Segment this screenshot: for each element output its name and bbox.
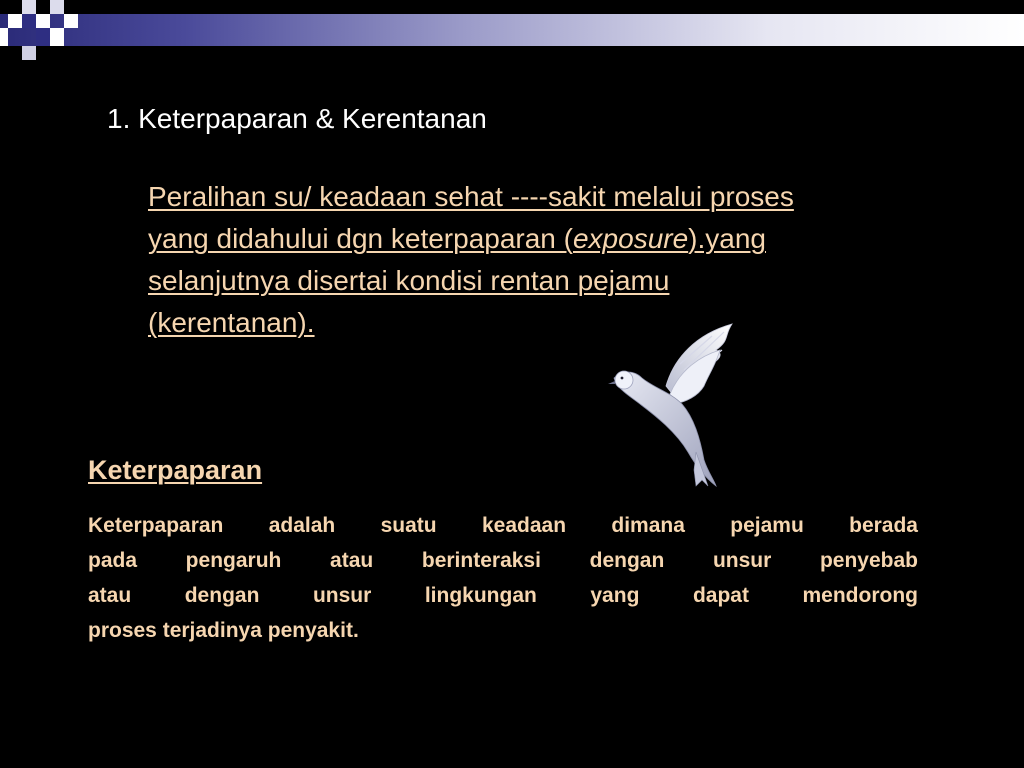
definition-line: pada pengaruh atau berinteraksi dengan unsur penyebab [88, 549, 918, 572]
exposure-term: exposure [572, 223, 689, 254]
intro-line-4: (kerentanan). [148, 307, 315, 338]
definition-line: Keterpaparan adalah suatu keadaan dimana pejamu berada [88, 514, 918, 537]
definition-line: proses terjadinya penyakit. [88, 619, 359, 642]
checkered-squares-logo [0, 0, 80, 62]
slide-heading: 1. Keterpaparan & Kerentanan [107, 103, 487, 134]
intro-line-2 [148, 218, 948, 260]
intro-line-2-end: ).yang [688, 223, 766, 254]
definition-paragraph [88, 508, 918, 648]
definition-line: atau dengan unsur lingkungan yang dapat mendorong [88, 584, 918, 607]
intro-line-2-start: yang didahului dgn keterpaparan ( [148, 223, 573, 254]
top-gradient-bar [0, 14, 1024, 46]
intro-line-3: selanjutnya disertai kondisi rentan pejamu [148, 265, 670, 296]
white-dove-icon [604, 320, 740, 488]
intro-paragraph [148, 176, 948, 344]
intro-line-1: Peralihan su/ keadaan sehat ----sakit melalui proses [148, 181, 794, 212]
section-title: Keterpaparan [88, 455, 263, 485]
